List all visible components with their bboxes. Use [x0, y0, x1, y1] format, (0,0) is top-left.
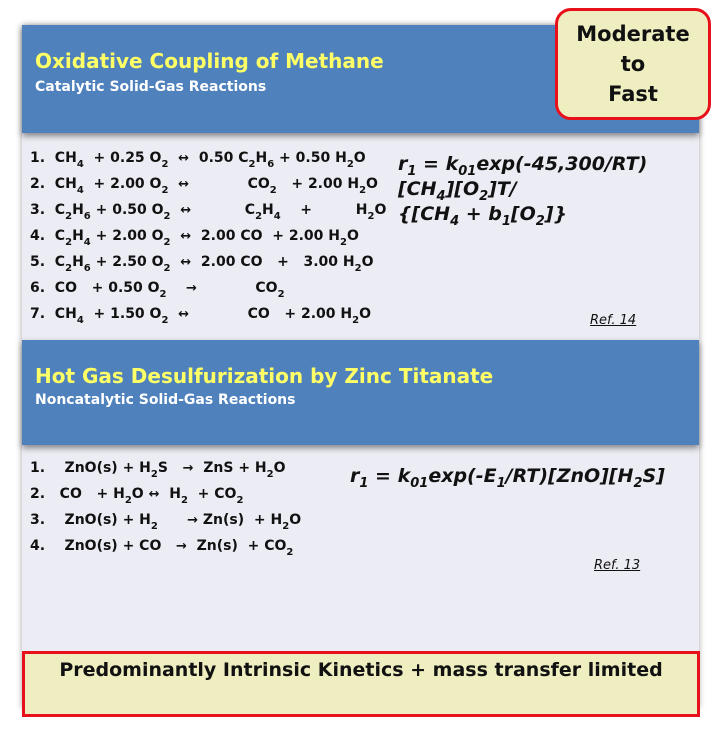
section2-reaction-3: 3. $ZnO(s) + H_2$ → $Zn(s) + H_2O$: [30, 512, 302, 532]
section1-reaction-2: 2. $CH_4 + 2.00$ $O_2$ ↔ $CO_2 + 2.00$ $H_2O$: [30, 176, 378, 196]
rate-badge-line1: Moderate: [576, 22, 690, 46]
section2-reaction-2: 2. CO + $H_2O$ ↔ $H_2 + CO_2$: [30, 486, 244, 506]
section2-subtitle: Noncatalytic Solid-Gas Reactions: [35, 392, 296, 408]
section2-reaction-4: 4. ZnO(s) + CO → $Zn(s) + CO_2$: [30, 538, 294, 558]
footer-summary-box: [22, 651, 700, 717]
section1-reaction-6: 6. CO + 0.50 $O_2$ → $CO_2$: [30, 280, 285, 300]
section1-subtitle: Catalytic Solid-Gas Reactions: [35, 79, 267, 95]
section2-reaction-1: 1. $ZnO(s) + H_2S$ → ZnS + $H_2O$: [30, 460, 286, 480]
section1-reference: Ref. 14: [590, 313, 637, 328]
section2-rate-expression: $r_1 = k_{01}\exp(-E_1/RT)[ZnO][H_2S]$: [350, 465, 665, 491]
section2-title: Hot Gas Desulfurization by Zinc Titanate: [35, 364, 494, 388]
rate-badge-line3: Fast: [608, 82, 658, 106]
rate-badge: [555, 8, 711, 120]
section2-reference: Ref. 13: [594, 558, 641, 573]
section1-reaction-3: 3. $C_2H_6 + 0.50$ $O_2$ ↔ $C_2H_4$ + $H_2O$: [30, 202, 387, 222]
section1-reaction-7: 7. $CH_4 + 1.50$ $O_2$ ↔ CO + 2.00 $H_2O$: [30, 306, 371, 326]
footer-summary-text: Predominantly Intrinsic Kinetics + mass transfer limited: [59, 659, 663, 681]
section1-reaction-4: 4. $C_2H_4 + 2.00$ $O_2$ ↔ 2.00 CO + 2.00 $H_2O$: [30, 228, 359, 248]
section1-rate-expression: $r_1 = k_{01}\exp(-45,300/RT)$ $[CH_4][O_2]T/$ {$[CH_4 + b_1[O_2]\}$: [398, 153, 648, 229]
rate-badge-line2: to: [620, 52, 646, 76]
section1-title: Oxidative Coupling of Methane: [35, 49, 384, 73]
section1-reaction-1: 1. $CH_4 + 0.25$ $O_2$ ↔ 0.50 $C_2H_6 + 0.50$ $H_2O$: [30, 150, 366, 170]
section1-reaction-5: 5. $C_2H_6 + 2.50$ $O_2$ ↔ 2.00 CO + 3.00 $H_2O$: [30, 254, 374, 274]
section2-header: [22, 340, 699, 445]
